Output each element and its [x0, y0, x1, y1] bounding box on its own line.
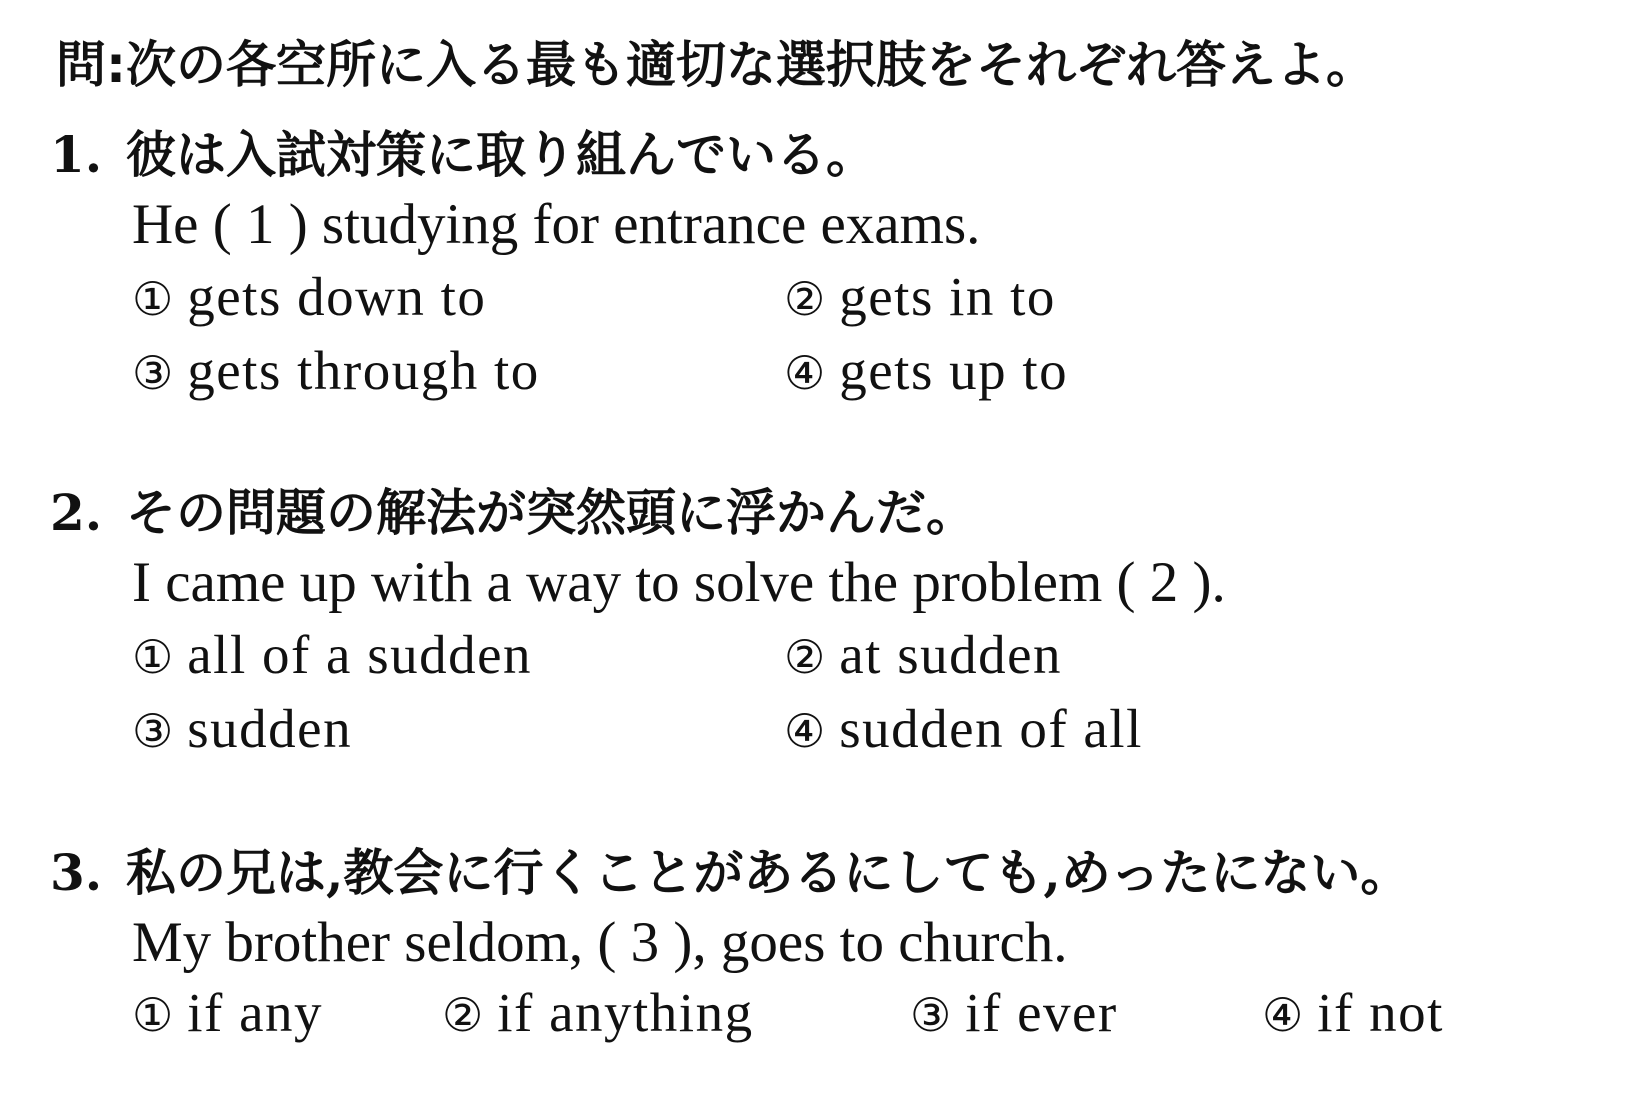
instruction-text: 問:次の各空所に入る最も適切な選択肢をそれぞれ答えよ。 — [56, 36, 1376, 94]
choice-text: all of a sudden — [187, 624, 533, 685]
question-1-choice-3 — [132, 338, 540, 406]
question-2-number: 2. — [50, 483, 103, 542]
choice-marker: ② — [442, 988, 484, 1042]
question-1-choice-2 — [784, 264, 1056, 332]
question-2-choice-3 — [132, 696, 352, 764]
question-1-japanese: 彼は入試対策に取り組んでいる。 — [126, 125, 876, 184]
choice-text: gets up to — [839, 340, 1069, 401]
question-1-number: 1. — [50, 125, 103, 184]
choice-text: if ever — [965, 982, 1118, 1043]
question-2-choice-1 — [132, 622, 532, 690]
question-2-choice-4 — [784, 696, 1143, 764]
choice-text: gets in to — [839, 266, 1056, 327]
question-3-japanese: 私の兄は,教会に行くことがあるにしても,めったにない。 — [126, 843, 1411, 902]
choice-text: if not — [1317, 982, 1444, 1043]
choice-text: sudden — [187, 698, 353, 759]
question-3-choice-2 — [442, 980, 754, 1048]
question-2-choice-2 — [784, 622, 1062, 690]
question-1-choice-4 — [784, 338, 1068, 406]
question-1-choice-1 — [132, 264, 486, 332]
choice-marker: ① — [132, 630, 174, 684]
question-3-choice-4 — [1262, 980, 1444, 1048]
choice-marker: ③ — [910, 988, 952, 1042]
question-3-title — [50, 840, 1410, 906]
question-3-english: My brother seldom, ( 3 ), goes to church. — [132, 911, 1068, 974]
question-2-japanese: その問題の解法が突然頭に浮かんだ。 — [126, 483, 976, 542]
choice-marker: ③ — [132, 346, 174, 400]
choice-text: at sudden — [839, 624, 1063, 685]
question-3-number: 3. — [50, 843, 103, 902]
question-2-title — [50, 480, 976, 546]
choice-marker: ④ — [784, 346, 826, 400]
question-3-choice-1 — [132, 980, 323, 1048]
question-2-english: I came up with a way to solve the problem ( 2 ). — [132, 551, 1226, 614]
choice-text: sudden of all — [839, 698, 1143, 759]
choice-marker: ② — [784, 272, 826, 326]
question-1-title — [50, 122, 876, 188]
choice-marker: ④ — [1262, 988, 1304, 1042]
choice-text: if anything — [497, 982, 754, 1043]
choice-marker: ① — [132, 272, 174, 326]
question-1-english: He ( 1 ) studying for entrance exams. — [132, 193, 981, 256]
choice-marker: ③ — [132, 704, 174, 758]
choice-text: gets through to — [187, 340, 540, 401]
choice-marker: ② — [784, 630, 826, 684]
choice-marker: ① — [132, 988, 174, 1042]
choice-text: if any — [187, 982, 324, 1043]
choice-text: gets down to — [187, 266, 487, 327]
choice-marker: ④ — [784, 704, 826, 758]
question-3-choice-3 — [910, 980, 1118, 1048]
